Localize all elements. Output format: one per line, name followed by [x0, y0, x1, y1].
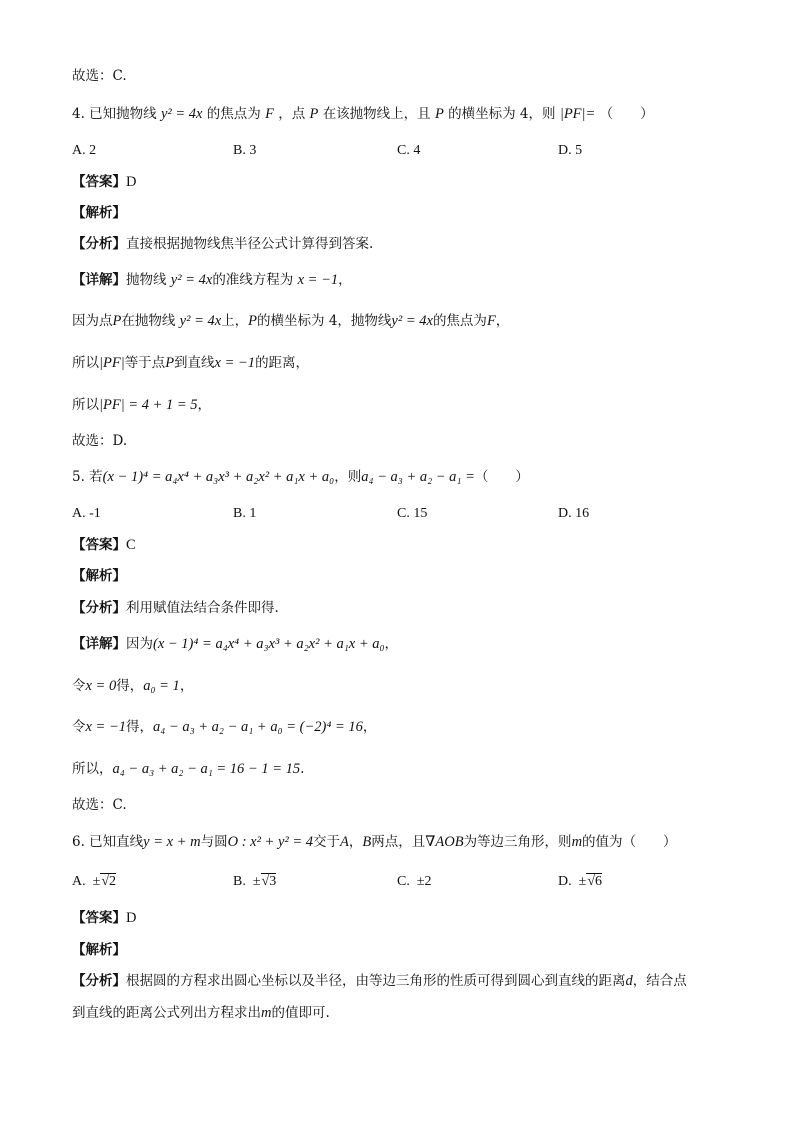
- detail-text: 所以: [72, 397, 99, 413]
- question-number: 5. 若: [72, 469, 103, 485]
- detail-line: [72, 717, 376, 737]
- answer-line: [72, 172, 136, 192]
- math-expression: x = −1: [214, 355, 256, 371]
- analysis-heading: [72, 940, 126, 960]
- detail-text: 在抛物线: [121, 313, 176, 329]
- analysis-sub-tag: 【分析】: [72, 600, 126, 616]
- math-symbol: m: [261, 1005, 272, 1021]
- detail-line: [72, 270, 352, 290]
- math-symbol: F: [486, 313, 496, 329]
- math-expression: ±2: [416, 874, 432, 889]
- option-c: C. 15: [397, 506, 428, 521]
- math-expression: ±: [92, 874, 101, 889]
- detail-text: 令: [72, 719, 86, 735]
- question-text: ，: [348, 834, 363, 850]
- detail-tag: 【详解】: [72, 636, 126, 652]
- question-text: ，则: [334, 469, 362, 485]
- detail-line: [72, 759, 304, 779]
- math-expression: y² = 4x: [170, 272, 213, 288]
- analysis-heading: [72, 203, 126, 223]
- analysis-text: 根据圆的方程求出圆心坐标以及半径，由等边三角形的性质可得到圆心到直线的距离: [126, 973, 626, 989]
- question-number: 6. 已知直线: [72, 834, 144, 850]
- option-a: A. -1: [72, 506, 101, 521]
- math-expression: a₀ = 1: [143, 678, 180, 694]
- math-expression: |PF|=: [559, 106, 596, 122]
- math-expression: y = x + m: [143, 834, 201, 850]
- detail-text: 上，: [221, 313, 249, 329]
- question-text: （ ）: [474, 469, 529, 485]
- math-symbol: P: [248, 313, 258, 329]
- analysis-line: [72, 971, 687, 991]
- math-expression: (x − 1)⁴ = a₄x⁴ + a₃x³ + a₂x² + a₁x + a₀: [102, 469, 335, 485]
- answer-tag: 【答案】: [72, 910, 126, 926]
- math-expression: O : x² + y² = 4: [227, 834, 314, 850]
- analysis-tag: 【解析】: [72, 568, 126, 584]
- math-expression: (x − 1)⁴ = a₄x⁴ + a₃x³ + a₂x² + a₁x + a₀: [153, 636, 385, 652]
- detail-text: 因为: [126, 636, 153, 652]
- math-expression: a₄ − a₃ + a₂ − a₁ =: [361, 469, 475, 485]
- math-expression: x = 0: [85, 678, 117, 694]
- question-text: 与圆: [200, 834, 228, 850]
- question-text: 的焦点为: [206, 106, 261, 122]
- detail-text: ，: [362, 719, 377, 735]
- detail-text: 所以，: [72, 761, 113, 777]
- detail-text: 的距离，: [255, 355, 310, 371]
- math-symbol: F: [265, 106, 274, 122]
- detail-text: 的横坐标为 4，抛物线: [257, 313, 392, 329]
- option-d: D. 5: [558, 143, 583, 158]
- analysis-text: 利用赋值法结合条件即得.: [126, 600, 279, 616]
- option-letter: C.: [397, 874, 410, 889]
- conclusion-text: 故选：C.: [72, 797, 127, 813]
- analysis-sub-tag: 【分析】: [72, 236, 126, 252]
- answer-value: C: [126, 537, 136, 553]
- math-expression: y² = 4x: [179, 313, 222, 329]
- option-b: B. 1: [233, 506, 257, 521]
- math-symbol: d: [625, 973, 633, 989]
- option-a: [72, 872, 116, 892]
- detail-text: ，: [495, 313, 510, 329]
- conclusion-text: 故选：C.: [72, 68, 127, 84]
- analysis-line: [72, 1003, 330, 1023]
- question-text: ，点: [278, 106, 306, 122]
- analysis-text: 到直线的距离公式列出方程求出: [72, 1005, 261, 1021]
- detail-line: [72, 634, 398, 654]
- detail-line: [72, 395, 211, 415]
- detail-line: [72, 676, 193, 696]
- detail-text: 的焦点为: [432, 313, 487, 329]
- conclusion-text: 故选：D.: [72, 433, 128, 449]
- detail-text: 抛物线: [126, 272, 167, 288]
- question-5: [72, 467, 529, 487]
- option-c: C. 4: [397, 143, 421, 158]
- math-symbol: P: [309, 106, 319, 122]
- detail-text: ，: [338, 272, 352, 288]
- text-line: [72, 66, 127, 86]
- answer-line: [72, 535, 136, 555]
- detail-tag: 【详解】: [72, 272, 126, 288]
- detail-text: 的准线方程为: [212, 272, 294, 288]
- option-b: B. 3: [233, 143, 257, 158]
- detail-line: [72, 311, 509, 331]
- math-expression: ∇AOB: [425, 834, 464, 850]
- detail-text: 到直线: [174, 355, 215, 371]
- radicand: 2: [109, 874, 116, 889]
- detail-text: 得，: [126, 719, 154, 735]
- sqrt-radical: √2: [101, 874, 116, 889]
- analysis-line: [72, 234, 373, 254]
- text-line: [72, 795, 127, 815]
- sqrt-radical: √6: [587, 874, 602, 889]
- option-a: A. 2: [72, 143, 97, 158]
- math-expression: a₄ − a₃ + a₂ − a₁ + a₀ = (−2)⁴ = 16: [153, 719, 363, 735]
- detail-text: 因为点: [72, 313, 113, 329]
- math-symbol: P: [112, 313, 122, 329]
- question-number: 4. 已知抛物线: [72, 106, 157, 122]
- question-text: 交于: [313, 834, 341, 850]
- question-text: （ ）: [599, 106, 654, 122]
- analysis-text: ，结合点: [632, 973, 687, 989]
- question-text: 的横坐标为 4，则: [448, 106, 556, 122]
- math-expression: y² = 4x: [391, 313, 433, 329]
- detail-text: 等于点: [124, 355, 166, 371]
- detail-text: 所以: [72, 355, 99, 371]
- math-expression: ±: [578, 874, 587, 889]
- analysis-heading: [72, 566, 126, 586]
- answer-tag: 【答案】: [72, 537, 126, 553]
- math-expression: ±: [252, 874, 261, 889]
- radicand: 3: [269, 874, 277, 889]
- question-text: 在该抛物线上，且: [322, 106, 431, 122]
- math-symbol: m: [571, 834, 583, 850]
- math-symbol: B: [362, 834, 372, 850]
- radicand: 6: [595, 874, 602, 889]
- option-letter: B.: [233, 874, 246, 889]
- option-d: [558, 872, 602, 892]
- question-6: [72, 832, 677, 852]
- detail-text: 得，: [116, 678, 144, 694]
- question-text: 的值为（ ）: [582, 834, 677, 850]
- question-text: 两点，且: [371, 834, 426, 850]
- answer-value: D: [126, 910, 137, 926]
- math-expression: x = −1: [297, 272, 339, 288]
- detail-text: ，: [197, 397, 212, 413]
- detail-text: ，: [179, 678, 194, 694]
- detail-text: 令: [72, 678, 86, 694]
- analysis-text: 直接根据抛物线焦半径公式计算得到答案.: [126, 236, 374, 252]
- math-expression: a₄ − a₃ + a₂ − a₁ = 16 − 1 = 15: [112, 761, 301, 777]
- math-expression: |PF|: [99, 355, 125, 371]
- analysis-sub-tag: 【分析】: [72, 973, 126, 989]
- question-4: [72, 104, 654, 124]
- option-d: D. 16: [558, 506, 590, 521]
- option-b: [233, 872, 276, 892]
- answer-value: D: [126, 174, 137, 190]
- math-expression: |PF| = 4 + 1 = 5: [99, 397, 198, 413]
- answer-tag: 【答案】: [72, 174, 126, 190]
- option-c: [397, 872, 432, 892]
- detail-text: ，: [384, 636, 399, 652]
- analysis-line: [72, 598, 279, 618]
- analysis-tag: 【解析】: [72, 942, 126, 958]
- option-letter: A.: [72, 874, 86, 889]
- math-expression: x = −1: [85, 719, 127, 735]
- detail-text: .: [300, 761, 305, 777]
- sqrt-radical: √3: [261, 874, 277, 889]
- analysis-tag: 【解析】: [72, 205, 126, 221]
- math-expression: y² = 4x: [160, 106, 203, 122]
- text-line: [72, 431, 127, 451]
- math-symbol: P: [165, 355, 175, 371]
- option-letter: D.: [558, 874, 572, 889]
- analysis-text: 的值即可.: [271, 1005, 330, 1021]
- math-symbol: P: [434, 106, 444, 122]
- question-text: 为等边三角形，则: [463, 834, 572, 850]
- detail-line: [72, 353, 309, 373]
- answer-line: [72, 908, 136, 928]
- math-symbol: A: [340, 834, 349, 850]
